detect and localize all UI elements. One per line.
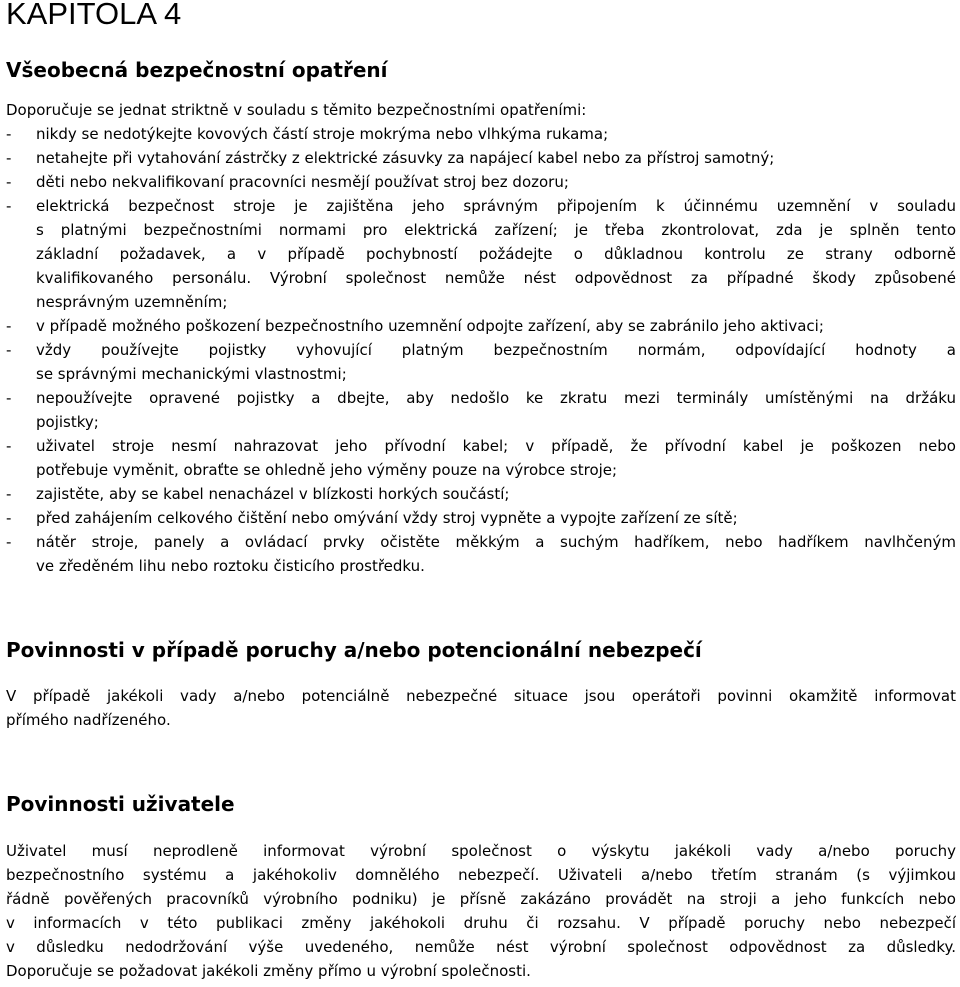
list-item [6, 506, 956, 530]
list-dash: - [6, 533, 12, 551]
general-safety-section [6, 98, 956, 578]
paragraph-line: bezpečnostního systému a jakéhokoliv domněléhο nebezpečí. Uživateli a/nebo třetím stranám (s výjimkou [6, 866, 956, 884]
list-dash: - [6, 197, 12, 215]
list-item-text: s platnými bezpečnostními normami pro elektrická zařízení; je třeba zkontrolovat, zda je splněn tento [36, 221, 956, 239]
list-dash: - [6, 509, 12, 527]
list-dash: - [6, 149, 12, 167]
list-item [6, 170, 956, 194]
section-heading-fault-duties: Povinnosti v případě poruchy a/nebo potencionální nebezpečí [6, 638, 702, 662]
paragraph-line: v informacích v této publikaci změny jakéhokoli druhu či rozsahu. V případě poruchy nebo nebezpečí [6, 914, 956, 932]
list-item-text: nátěr stroje, panely a ovládací prvky očistěte měkkým a suchým hadříkem, nebo hadříkem navlhčeným [36, 533, 956, 551]
paragraph-line: v důsledku nedodržování výše uvedeného, nemůže nést výrobní společnost odpovědnost za důsledky. [6, 938, 956, 956]
list-item-text: uživatel stroje nesmí nahrazovat jeho přívodní kabel; v případě, že přívodní kabel je poškozen nebo [36, 437, 956, 455]
list-dash: - [6, 125, 12, 143]
list-item-text: děti nebo nekvalifikovaní pracovníci nesmějí používat stroj bez dozoru; [36, 173, 569, 191]
list-item-text: před zahájením celkového čištění nebo omývání vždy stroj vypněte a vypojte zařízení ze sítě; [36, 509, 738, 527]
list-item-text: nesprávným uzemněním; [36, 293, 228, 311]
list-item-text: potřebuje vyměnit, obraťte se ohledně jeho výměny pouze na výrobce stroje; [36, 461, 618, 479]
list-item-text: pojistky; [36, 413, 99, 431]
section-heading-user-duties: Povinnosti uživatele [6, 792, 235, 816]
list-dash: - [6, 389, 12, 407]
paragraph-line: Uživatel musí neprodleně informovat výrobní společnost o výskytu jakékoli vady a/nebo poruchy [6, 842, 956, 860]
fault-duties-paragraph [6, 684, 956, 732]
intro-paragraph: Doporučuje se jednat striktně v souladu s těmito bezpečnostními opatřeními: [6, 101, 587, 119]
list-item-text: se správnými mechanickými vlastnostmi; [36, 365, 347, 383]
paragraph-line: Doporučuje se požadovat jakékoli změny přímo u výrobní společnosti. [6, 962, 531, 980]
list-item [6, 194, 956, 314]
list-dash: - [6, 341, 12, 359]
list-dash: - [6, 317, 12, 335]
list-item [6, 314, 956, 338]
user-duties-paragraph [6, 839, 956, 983]
list-item [6, 146, 956, 170]
list-item-text: vždy používejte pojistky vyhovující platným bezpečnostním normám, odpovídající hodnoty a [36, 341, 956, 359]
list-item [6, 434, 956, 482]
chapter-title: KAPITOLA 4 [6, 0, 182, 31]
list-dash: - [6, 173, 12, 191]
list-item [6, 338, 956, 386]
list-item-text: elektrická bezpečnost stroje je zajištěna jeho správným připojením k účinnému uzemnění v souladu [36, 197, 956, 215]
list-item-text: nepoužívejte opravené pojistky a dbejte, aby nedošlo ke zkratu mezi terminály umístěnými na držáku [36, 389, 956, 407]
list-item-text: ve zředěném lihu nebo roztoku čisticího prostředku. [36, 557, 425, 575]
list-item [6, 530, 956, 578]
list-dash: - [6, 437, 12, 455]
list-item-text: kvalifikovaného personálu. Výrobní společnost nemůže nést odpovědnost za případné škody způsobené [36, 269, 956, 287]
paragraph-line: přímého nadřízeného. [6, 711, 171, 729]
paragraph-line: V případě jakékoli vady a/nebo potenciálně nebezpečné situace jsou operátoři povinni okamžitě informovat [6, 687, 956, 705]
paragraph-line: řádně pověřených pracovníků výrobního podniku) je přísně zakázáno provádět na stroji a jeho funkcích nebo [6, 890, 956, 908]
list-dash: - [6, 485, 12, 503]
section-heading-general-safety: Všeobecná bezpečnostní opatření [6, 58, 388, 82]
list-item-text: netahejte při vytahování zástrčky z elektrické zásuvky za napájecí kabel nebo za přístroj samotný; [36, 149, 775, 167]
list-item-text: zajistěte, aby se kabel nenacházel v blízkosti horkých součástí; [36, 485, 510, 503]
list-item-text: nikdy se nedotýkejte kovových částí stroje mokrýma nebo vlhkýma rukama; [36, 125, 609, 143]
list-item-text: v případě možného poškození bezpečnostního uzemnění odpojte zařízení, aby se zabránilo jeho aktivaci; [36, 317, 824, 335]
list-item [6, 386, 956, 434]
list-item [6, 122, 956, 146]
list-item [6, 482, 956, 506]
list-item-text: základní požadavek, a v případě pochybností požádejte o důkladnou kontrolu ze strany odborně [36, 245, 956, 263]
